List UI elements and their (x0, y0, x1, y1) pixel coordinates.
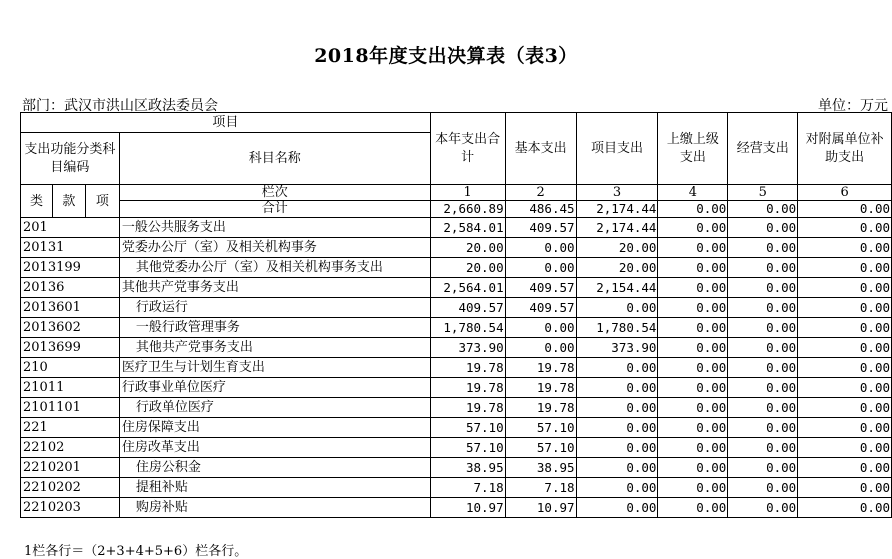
row-value-3: 0.00 (576, 358, 658, 378)
row-value-6: 0.00 (798, 378, 892, 398)
row-value-5: 0.00 (728, 478, 798, 498)
row-value-1: 2,564.01 (430, 278, 505, 298)
row-value-4: 0.00 (658, 258, 728, 278)
row-value-5: 0.00 (728, 338, 798, 358)
row-value-1: 2,584.01 (430, 218, 505, 238)
footnote: 1栏各行＝（2+3+4+5+6）栏各行。 (24, 544, 248, 559)
row-value-1: 19.78 (430, 398, 505, 418)
table-row (21, 438, 892, 458)
row-value-3: 0.00 (576, 418, 658, 438)
row-value-2: 0.00 (505, 238, 576, 258)
row-name: 其他共产党事务支出 (119, 338, 430, 358)
col-number-5: 5 (728, 185, 798, 201)
header-lanci: 栏次 (119, 185, 430, 201)
report-title: 2018年度支出决算表（表3） (314, 45, 578, 67)
row-value-2: 19.78 (505, 378, 576, 398)
row-name: 其他党委办公厅（室）及相关机构事务支出 (119, 258, 430, 278)
row-code: 2013601 (21, 298, 120, 318)
table-row (21, 278, 892, 298)
row-value-2: 19.78 (505, 398, 576, 418)
row-value-5: 0.00 (728, 358, 798, 378)
row-value-2: 57.10 (505, 418, 576, 438)
row-value-3: 2,154.44 (576, 278, 658, 298)
row-value-6: 0.00 (798, 258, 892, 278)
row-name: 购房补贴 (119, 498, 430, 518)
table-row (21, 298, 892, 318)
row-value-1: 38.95 (430, 458, 505, 478)
row-value-1: 20.00 (430, 258, 505, 278)
col-number-1: 1 (430, 185, 505, 201)
table-row (21, 458, 892, 478)
row-value-2: 7.18 (505, 478, 576, 498)
row-value-5: 0.00 (728, 418, 798, 438)
row-value-3: 2,174.44 (576, 218, 658, 238)
row-value-4: 0.00 (658, 418, 728, 438)
row-code: 21011 (21, 378, 120, 398)
table-row (21, 478, 892, 498)
row-value-3: 0.00 (576, 438, 658, 458)
row-value-6: 0.00 (798, 298, 892, 318)
row-value-6: 0.00 (798, 218, 892, 238)
header-col-6: 对附属单位补助支出 (798, 113, 892, 185)
total-label: 合计 (119, 201, 430, 218)
row-value-4: 0.00 (658, 238, 728, 258)
row-value-2: 0.00 (505, 318, 576, 338)
header-col-5: 经营支出 (728, 113, 798, 185)
row-value-3: 20.00 (576, 258, 658, 278)
row-value-1: 1,780.54 (430, 318, 505, 338)
row-value-2: 10.97 (505, 498, 576, 518)
row-value-2: 409.57 (505, 298, 576, 318)
row-name: 一般行政管理事务 (119, 318, 430, 338)
col-number-6: 6 (798, 185, 892, 201)
row-value-4: 0.00 (658, 338, 728, 358)
row-value-6: 0.00 (798, 238, 892, 258)
row-code: 20136 (21, 278, 120, 298)
row-value-5: 0.00 (728, 378, 798, 398)
total-value-4: 0.00 (658, 201, 728, 218)
header-code-label: 支出功能分类科目编码 (21, 133, 120, 185)
row-value-5: 0.00 (728, 498, 798, 518)
table-row (21, 338, 892, 358)
header-col-3: 项目支出 (576, 113, 658, 185)
row-name: 行政单位医疗 (119, 398, 430, 418)
header-col-4: 上缴上级支出 (658, 113, 728, 185)
row-value-2: 38.95 (505, 458, 576, 478)
department-label: 部门：武汉市洪山区政法委员会 (22, 98, 218, 114)
row-value-1: 373.90 (430, 338, 505, 358)
row-name: 党委办公厅（室）及相关机构事务 (119, 238, 430, 258)
row-name: 行政运行 (119, 298, 430, 318)
row-code: 22102 (21, 438, 120, 458)
table-row (21, 498, 892, 518)
row-name: 提租补贴 (119, 478, 430, 498)
row-value-3: 0.00 (576, 478, 658, 498)
row-value-4: 0.00 (658, 378, 728, 398)
row-value-1: 57.10 (430, 438, 505, 458)
row-value-3: 20.00 (576, 238, 658, 258)
row-name: 行政事业单位医疗 (119, 378, 430, 398)
row-code: 20131 (21, 238, 120, 258)
header-name-label: 科目名称 (119, 133, 430, 185)
row-code: 2101101 (21, 398, 120, 418)
row-value-3: 373.90 (576, 338, 658, 358)
col-number-2: 2 (505, 185, 576, 201)
row-value-5: 0.00 (728, 398, 798, 418)
row-value-6: 0.00 (798, 398, 892, 418)
row-value-1: 20.00 (430, 238, 505, 258)
row-value-1: 19.78 (430, 358, 505, 378)
row-value-4: 0.00 (658, 358, 728, 378)
row-value-6: 0.00 (798, 278, 892, 298)
row-value-6: 0.00 (798, 498, 892, 518)
row-value-1: 10.97 (430, 498, 505, 518)
row-value-5: 0.00 (728, 318, 798, 338)
row-code: 221 (21, 418, 120, 438)
row-value-4: 0.00 (658, 438, 728, 458)
unit-label: 单位：万元 (818, 98, 888, 114)
row-code: 2013699 (21, 338, 120, 358)
row-value-2: 409.57 (505, 278, 576, 298)
row-value-6: 0.00 (798, 458, 892, 478)
row-value-6: 0.00 (798, 338, 892, 358)
row-value-1: 7.18 (430, 478, 505, 498)
row-value-5: 0.00 (728, 458, 798, 478)
row-value-4: 0.00 (658, 298, 728, 318)
row-value-6: 0.00 (798, 418, 892, 438)
header-lei: 类 (21, 185, 53, 218)
header-kuan: 款 (52, 185, 85, 218)
row-code: 2210203 (21, 498, 120, 518)
table-row (21, 318, 892, 338)
header-xiang: 项 (85, 185, 119, 218)
row-value-5: 0.00 (728, 258, 798, 278)
header-col-1: 本年支出合计 (430, 113, 505, 185)
row-name: 住房保障支出 (119, 418, 430, 438)
row-value-4: 0.00 (658, 458, 728, 478)
row-value-5: 0.00 (728, 278, 798, 298)
row-value-4: 0.00 (658, 278, 728, 298)
row-value-4: 0.00 (658, 398, 728, 418)
header-col-2: 基本支出 (505, 113, 576, 185)
col-number-3: 3 (576, 185, 658, 201)
row-value-4: 0.00 (658, 218, 728, 238)
row-code: 2013199 (21, 258, 120, 278)
row-value-3: 0.00 (576, 378, 658, 398)
row-value-1: 57.10 (430, 418, 505, 438)
row-name: 住房改革支出 (119, 438, 430, 458)
row-name: 医疗卫生与计划生育支出 (119, 358, 430, 378)
row-value-6: 0.00 (798, 358, 892, 378)
row-value-2: 409.57 (505, 218, 576, 238)
row-value-5: 0.00 (728, 218, 798, 238)
row-value-2: 0.00 (505, 258, 576, 278)
table-row (21, 258, 892, 278)
row-value-5: 0.00 (728, 298, 798, 318)
row-value-3: 0.00 (576, 398, 658, 418)
header-item: 项目 (21, 113, 431, 133)
row-value-4: 0.00 (658, 318, 728, 338)
row-code: 201 (21, 218, 120, 238)
row-name: 其他共产党事务支出 (119, 278, 430, 298)
row-code: 2210201 (21, 458, 120, 478)
row-value-2: 0.00 (505, 338, 576, 358)
row-value-3: 1,780.54 (576, 318, 658, 338)
row-code: 210 (21, 358, 120, 378)
row-code: 2013602 (21, 318, 120, 338)
row-value-2: 57.10 (505, 438, 576, 458)
total-value-2: 486.45 (505, 201, 576, 218)
row-value-1: 409.57 (430, 298, 505, 318)
row-value-6: 0.00 (798, 478, 892, 498)
row-value-3: 0.00 (576, 498, 658, 518)
table-row (21, 238, 892, 258)
table-row (21, 418, 892, 438)
total-value-6: 0.00 (798, 201, 892, 218)
table-row (21, 378, 892, 398)
total-value-5: 0.00 (728, 201, 798, 218)
row-value-5: 0.00 (728, 238, 798, 258)
row-value-3: 0.00 (576, 298, 658, 318)
table-row (21, 358, 892, 378)
row-value-6: 0.00 (798, 318, 892, 338)
row-code: 2210202 (21, 478, 120, 498)
row-value-4: 0.00 (658, 478, 728, 498)
row-value-4: 0.00 (658, 498, 728, 518)
col-number-4: 4 (658, 185, 728, 201)
row-value-2: 19.78 (505, 358, 576, 378)
total-value-1: 2,660.89 (430, 201, 505, 218)
expenditure-table (20, 112, 892, 518)
table-row (21, 398, 892, 418)
row-value-5: 0.00 (728, 438, 798, 458)
row-value-1: 19.78 (430, 378, 505, 398)
total-value-3: 2,174.44 (576, 201, 658, 218)
row-value-3: 0.00 (576, 458, 658, 478)
table-row (21, 218, 892, 238)
row-value-6: 0.00 (798, 438, 892, 458)
row-name: 一般公共服务支出 (119, 218, 430, 238)
row-name: 住房公积金 (119, 458, 430, 478)
